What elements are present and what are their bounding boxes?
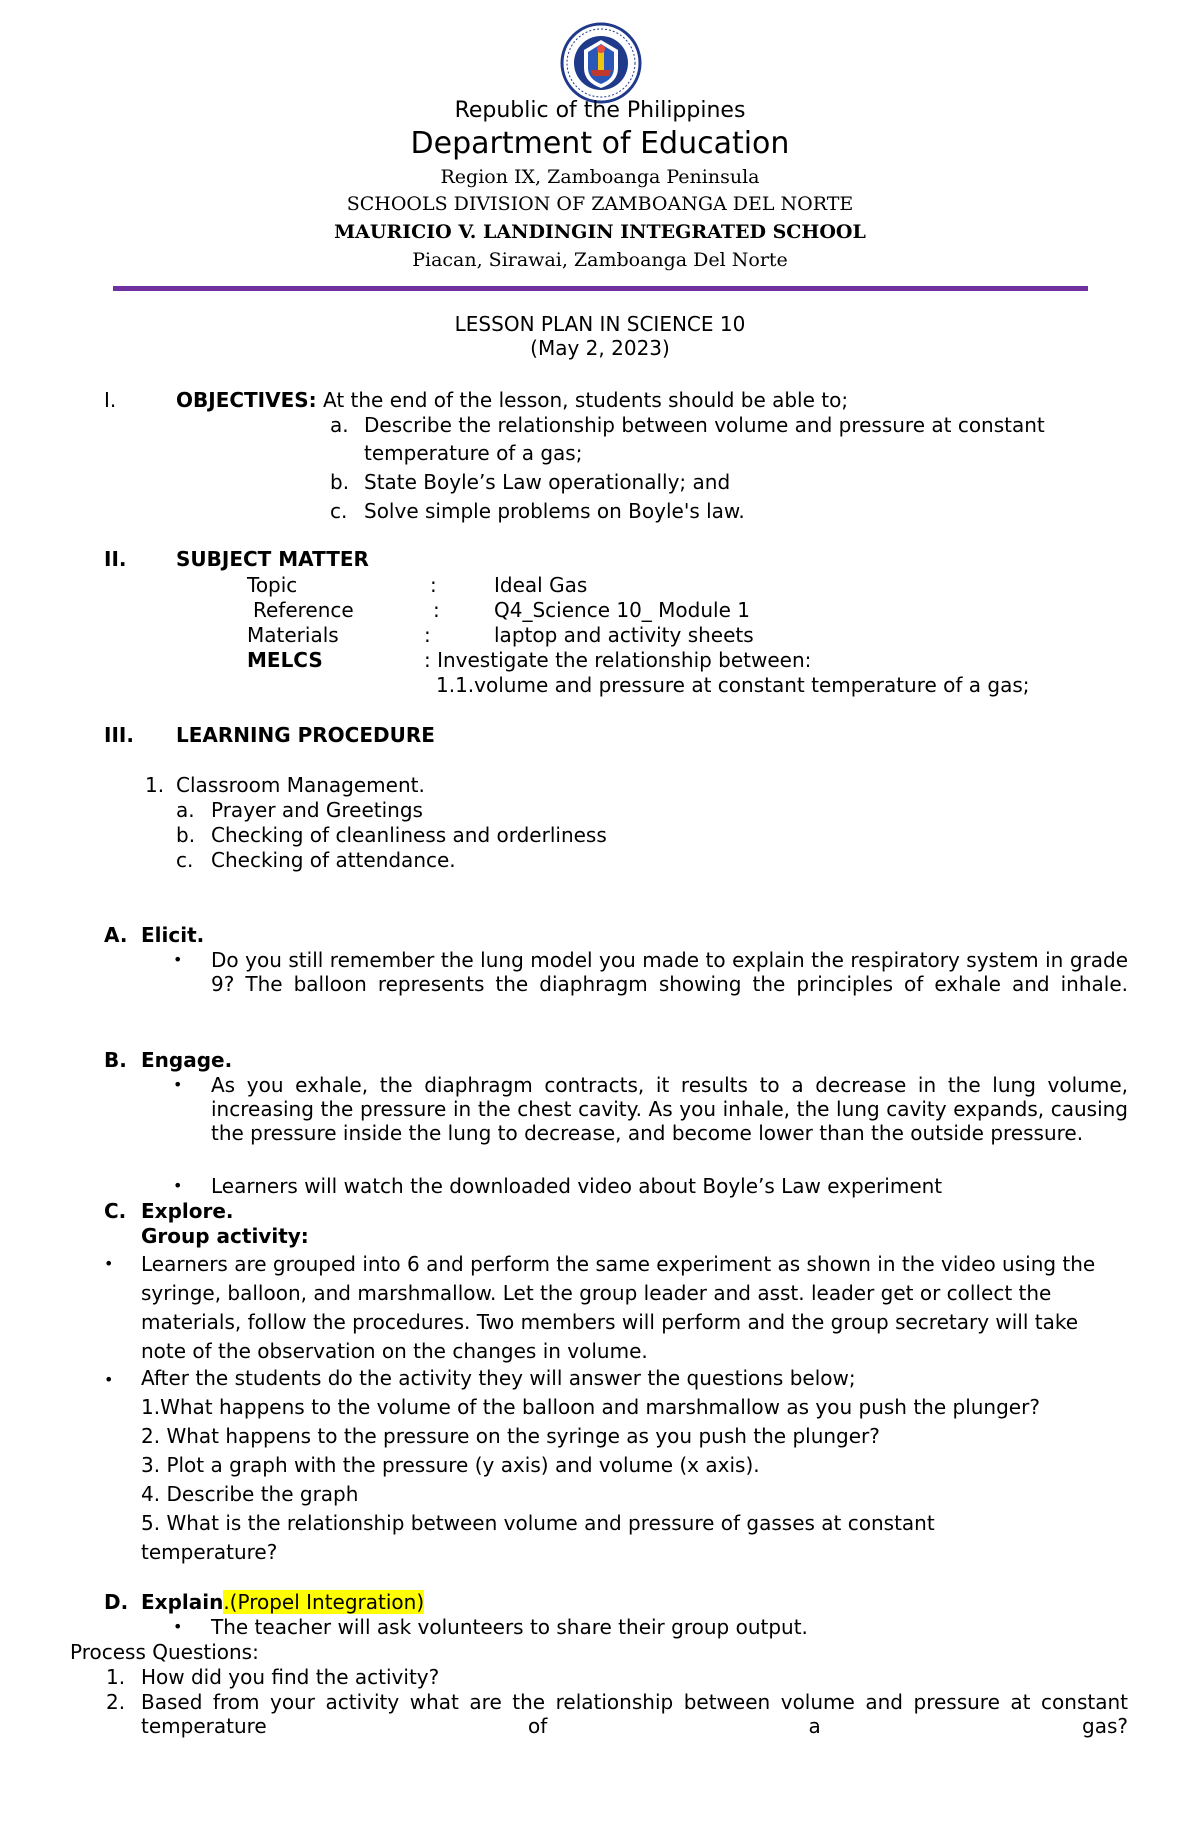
mgmt-item: Checking of cleanliness and orderliness [211,823,607,847]
explore-bullet: • [104,1254,114,1273]
lesson-title: LESSON PLAN IN SCIENCE 10 [454,312,746,336]
engage-letter: B. [104,1048,127,1072]
topic-sep: : [430,573,437,597]
reference-value: Q4_Science 10_ Module 1 [494,598,750,622]
mgmt-marker: c. [176,848,194,872]
engage-bullet: • [173,1176,183,1195]
engage-bullet: • [173,1075,183,1094]
explore-question: 4. Describe the graph [141,1482,359,1506]
elicit-letter: A. [104,923,128,947]
objective-marker: b. [330,470,350,494]
deped-seal-logo [560,22,642,104]
process-questions-label: Process Questions: [70,1640,259,1664]
subject-heading: SUBJECT MATTER [176,547,369,571]
explore-text: Learners are grouped into 6 and perform the same experiment as shown in the video using the syringe, balloon, and marshmallow. Let the group leader and asst. leader get or collect the materials, follow the procedures. Two members will perform and the group secretary will take note of the observation on the changes in volume. [141,1252,1096,1363]
process-question: How did you find the activity? [141,1665,440,1689]
objective-item: State Boyle’s Law operationally; and [364,470,731,494]
process-number: 1. [106,1665,126,1689]
engage-text: Learners will watch the downloaded video about Boyle’s Law experiment [211,1174,943,1198]
process-question: Based from your activity what are the relationship between volume and pressure at constant temperature of a gas? [141,1690,1128,1738]
objectives-heading [176,388,848,412]
mgmt-marker: a. [176,798,195,822]
explore-text: After the students do the activity they will answer the questions below; [141,1366,856,1390]
engage-text: As you exhale, the diaphragm contracts, it results to a decrease in the lung volume, increasing the pressure in the chest cavity. As you inhale, the lung cavity expands, causing the pressure inside the lung to decrease, and become lower than the outside pressure. [211,1073,1128,1145]
subject-numeral: II. [104,547,127,571]
elicit-heading: Elicit. [141,923,205,947]
mgmt-item: Checking of attendance. [211,848,456,872]
explore-letter: C. [104,1199,127,1223]
explain-bullet: • [173,1617,183,1636]
materials-sep: : [424,623,431,647]
reference-key: Reference [253,598,354,622]
topic-value: Ideal Gas [494,573,588,597]
school-address: Piacan, Sirawai, Zamboanga Del Norte [412,249,788,271]
lesson-date: (May 2, 2023) [530,336,670,360]
explain-text: The teacher will ask volunteers to share their group output. [211,1615,808,1639]
materials-key: Materials [247,623,339,647]
reference-sep: : [433,598,440,622]
process-number: 2. [106,1690,126,1714]
objective-item: Describe the relationship between volume and pressure at constant [364,413,1045,437]
department-line: Department of Education [410,126,790,161]
elicit-bullet: • [173,950,183,969]
objective-item-cont: temperature of a gas; [364,441,583,465]
objective-marker: c. [330,499,348,523]
explain-letter: D. [104,1590,129,1614]
explain-heading [141,1590,424,1614]
group-activity-label: Group activity: [141,1224,309,1248]
explore-question: 3. Plot a graph with the pressure (y axis) and volume (x axis). [141,1453,760,1477]
explain-label: Explain [141,1590,224,1614]
explore-question: 1.What happens to the volume of the balloon and marshmallow as you push the plunger? [141,1395,1040,1419]
mgmt-item: Prayer and Greetings [211,798,423,822]
explore-question: 2. What happens to the pressure on the syringe as you push the plunger? [141,1424,880,1448]
header-divider [113,286,1088,291]
explore-heading: Explore. [141,1199,234,1223]
engage-heading: Engage. [141,1048,233,1072]
objectives-intro: At the end of the lesson, students should be able to; [316,388,849,412]
elicit-text: Do you still remember the lung model you made to explain the respiratory system in grade 9? The balloon represents the diaphragm showing the principles of exhale and inhale. [211,948,1128,996]
objective-item: Solve simple problems on Boyle's law. [364,499,745,523]
objectives-label: OBJECTIVES: [176,388,317,412]
procedure-heading: LEARNING PROCEDURE [176,723,435,747]
division-line: SCHOOLS DIVISION OF ZAMBOANGA DEL NORTE [346,193,854,215]
explore-question: 5. What is the relationship between volume and pressure of gasses at constant [141,1511,935,1535]
mgmt-number: 1. [145,773,165,797]
mgmt-marker: b. [176,823,196,847]
explore-bullet: • [104,1370,114,1389]
melcs-key: MELCS [247,648,323,672]
mgmt-title: Classroom Management. [176,773,425,797]
melcs-value: : Investigate the relationship between: [424,648,812,672]
region-line: Region IX, Zamboanga Peninsula [440,166,760,188]
materials-value: laptop and activity sheets [494,623,754,647]
explore-question-cont: temperature? [141,1540,278,1564]
objective-marker: a. [330,413,349,437]
melcs-sub: 1.1.volume and pressure at constant temperature of a gas; [436,673,1030,697]
school-name: MAURICIO V. LANDINGIN INTEGRATED SCHOOL [334,221,866,243]
topic-key: Topic [247,573,298,597]
objectives-numeral: I. [104,388,117,412]
procedure-numeral: III. [104,723,134,747]
propel-integration-highlight: .(Propel Integration) [223,1590,425,1614]
republic-line: Republic of the Philippines [454,98,746,123]
